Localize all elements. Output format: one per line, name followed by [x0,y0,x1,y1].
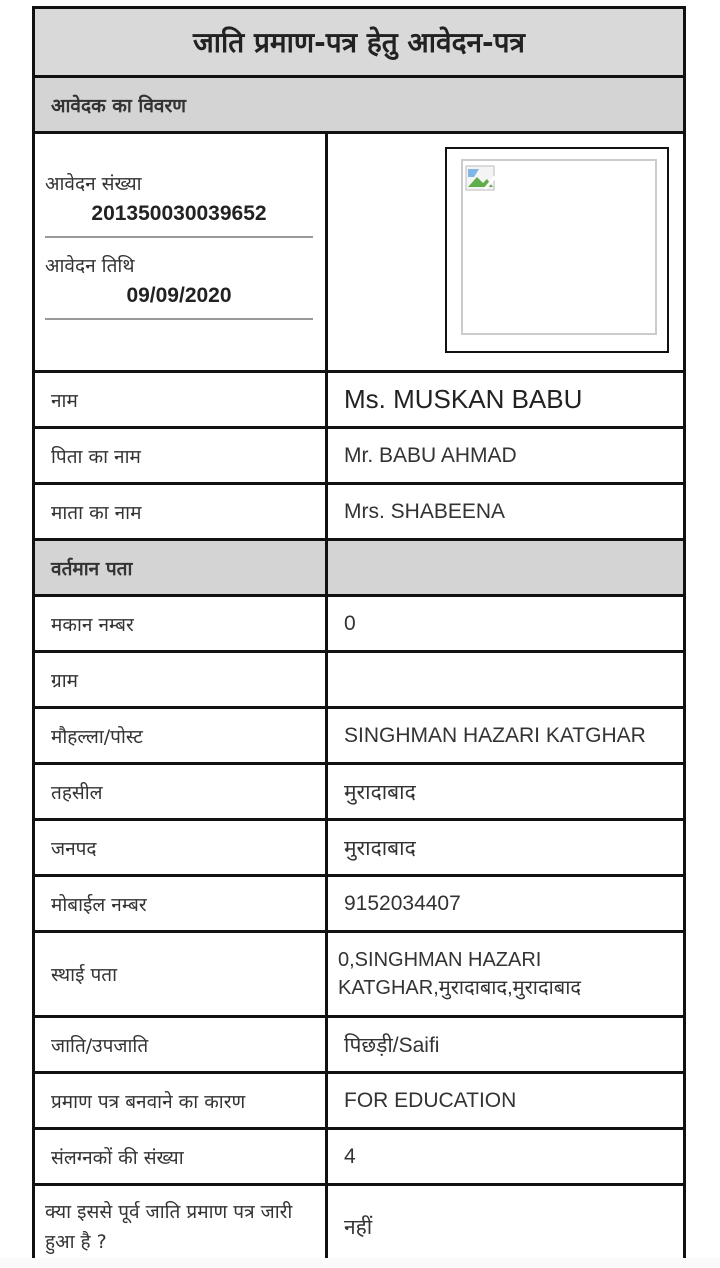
application-meta-block [35,134,683,373]
permanent-address-label: स्थाई पता [35,933,328,1015]
father-name-label: पिता का नाम [35,429,328,482]
application-form [32,6,686,1268]
current-address-label: वर्तमान पता [35,541,328,594]
father-name-value: Mr. BABU AHMAD [344,443,517,467]
application-meta [35,134,328,370]
permanent-address-line1: 0,SINGHMAN HAZARI [338,949,542,971]
section-applicant-details: आवेदक का विवरण [35,78,683,134]
application-date: 09/09/2020 [45,278,313,320]
row-house-number [35,597,683,653]
reason-label: प्रमाण पत्र बनवाने का कारण [35,1074,328,1127]
locality-value: SINGHMAN HAZARI KATGHAR [344,723,646,747]
caste-value: पिछड़ी/Saifi [344,1033,440,1057]
village-label: ग्राम [35,653,328,706]
house-number-value: 0 [344,611,356,635]
mother-name-value: Mrs. SHABEENA [344,499,506,523]
district-value: मुरादाबाद [344,836,416,860]
broken-image-icon [465,165,499,199]
row-mobile [35,877,683,933]
name-value: Ms. MUSKAN BABU [344,384,583,414]
caste-label: जाति/उपजाति [35,1018,328,1071]
row-reason [35,1074,683,1130]
row-locality [35,709,683,765]
row-tehsil [35,765,683,821]
row-village [35,653,683,709]
row-permanent-address [35,933,683,1018]
mobile-value: 9152034407 [344,891,461,915]
reason-value: FOR EDUCATION [344,1088,517,1112]
tehsil-label: तहसील [35,765,328,818]
row-caste [35,1018,683,1074]
form-title: जाति प्रमाण-पत्र हेतु आवेदन-पत्र [35,9,683,78]
row-district [35,821,683,877]
current-address-value [328,541,683,594]
district-label: जनपद [35,821,328,874]
mother-name-label: माता का नाम [35,485,328,538]
photo-cell [328,134,683,370]
house-number-label: मकान नम्बर [35,597,328,650]
previous-certificate-value: नहीं [344,1216,373,1239]
row-name [35,373,683,429]
attachments-label: संलग्नकों की संख्या [35,1130,328,1183]
permanent-address-line2: KATGHAR,मुरादाबाद,मुरादाबाद [338,977,581,999]
row-father-name [35,429,683,485]
row-previous-certificate [35,1186,683,1268]
permanent-address-value [328,933,683,1015]
row-attachments [35,1130,683,1186]
applicant-photo [461,159,657,335]
applicant-photo-frame [445,147,669,353]
page-bottom-edge [0,1258,720,1268]
application-number: 201350030039652 [45,196,313,238]
application-date-label: आवेदन तिथि [45,255,135,277]
section-current-address [35,541,683,597]
name-label: नाम [35,373,328,426]
village-value [328,653,683,706]
attachments-value: 4 [344,1144,356,1168]
previous-certificate-label: क्या इससे पूर्व जाति प्रमाण पत्र जारी हुआ है ? [35,1186,328,1268]
application-number-label: आवेदन संख्या [45,173,142,195]
tehsil-value: मुरादाबाद [344,780,416,804]
row-mother-name [35,485,683,541]
locality-label: मौहल्ला/पोस्ट [35,709,328,762]
mobile-label: मोबाईल नम्बर [35,877,328,930]
